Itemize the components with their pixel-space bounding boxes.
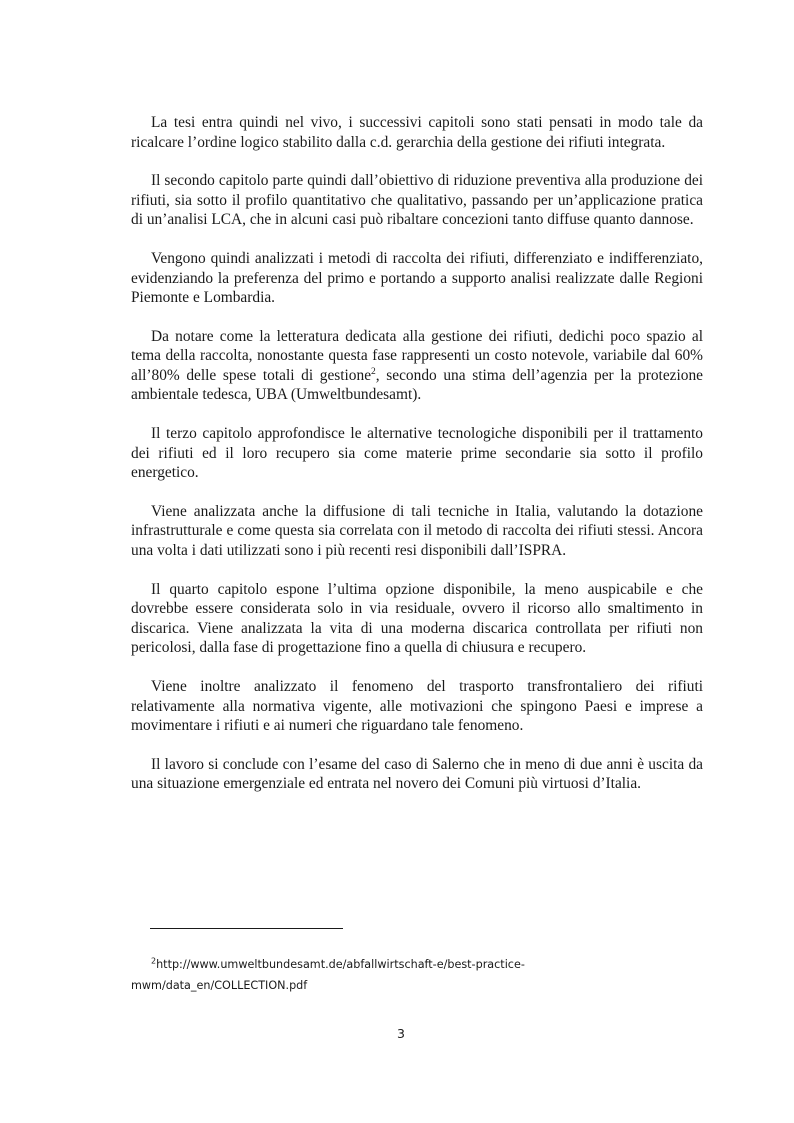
paragraph-4 (131, 327, 703, 405)
paragraph-3: Vengono quindi analizzati i metodi di raccolta dei rifiuti, differenziato e indifferenziato, evidenziando la preferenza del primo e portando a supporto analisi realizzate dalle Regioni Piemonte e Lombardia. (131, 250, 703, 307)
footnote-url-part-1[interactable]: http://www.umweltbundesamt.de/abfallwirtschaft-e/best-practice- (156, 958, 525, 971)
footnote-url-part-2[interactable]: mwm/data_en/COLLECTION.pdf (131, 979, 308, 992)
paragraph-6: Viene analizzata anche la diffusione di tali tecniche in Italia, valutando la dotazione infrastrutturale e come questa sia correlata con il metodo di raccolta dei rifiuti stessi. Ancora una volta i dati utilizzati sono i più recenti resi disponibili dall’ISPRA. (131, 502, 703, 559)
paragraph-5: Il terzo capitolo approfondisce le alternative tecnologiche disponibili per il trattamento dei rifiuti ed il loro recupero sia come materie prime secondarie sia sotto il profilo energetico. (131, 425, 703, 482)
footnote-marker: 2 (151, 956, 157, 966)
paragraph-2: Il secondo capitolo parte quindi dall’obiettivo di riduzione preventiva alla produzione dei rifiuti, sia sotto il profilo quantitativo che qualitativo, passando per un’applicazione pratica di un’analisi LCA, che in alcuni casi può ribaltare concezioni tanto diffuse quanto dannose. (131, 172, 703, 229)
paragraph-8: Viene inoltre analizzato il fenomeno del trasporto transfrontaliero dei rifiuti relativamente alla normativa vigente, alle motivazioni che spingono Paesi e imprese a movimentare i rifiuti e ai numeri che riguardano tale fenomeno. (131, 678, 703, 735)
paragraph-9: Il lavoro si conclude con l’esame del caso di Salerno che in meno di due anni è uscita da una situazione emergenziale ed entrata nel novero dei Comuni più virtuosi d’Italia. (131, 755, 703, 793)
footnote (131, 954, 691, 996)
footnote-reference[interactable]: 2 (371, 366, 376, 377)
page-number: 3 (397, 1026, 405, 1041)
body-text (131, 113, 703, 813)
paragraph-7: Il quarto capitolo espone l’ultima opzione disponibile, la meno auspicabile e che dovrebbe essere considerata solo in via residuale, ovvero il ricorso allo smaltimento in discarica. Viene analizzata la vita di una moderna discarica controllata per rifiuti non pericolosi, dalla fase di progettazione fino a quella di chiusura e recupero. (131, 580, 703, 657)
footnote-separator (150, 928, 343, 929)
footnote-line-1 (131, 954, 691, 975)
paragraph-1: La tesi entra quindi nel vivo, i successivi capitoli sono stati pensati in modo tale da ricalcare l’ordine logico stabilito dalla c.d. gerarchia della gestione dei rifiuti integrata. (131, 114, 703, 151)
paragraph-4-text-before: Da notare come la letteratura dedicata alla gestione dei rifiuti, dedichi poco spazio al tema della raccolta, nonostante questa fase rappresenti un costo notevole, variabile dal 60% all’80% delle spese totali di gestione (131, 327, 703, 384)
paragraph-4-text-after: , secondo una stima dell’agenzia per la protezione ambientale tedesca, UBA (Umweltbundesamt). (131, 366, 703, 404)
